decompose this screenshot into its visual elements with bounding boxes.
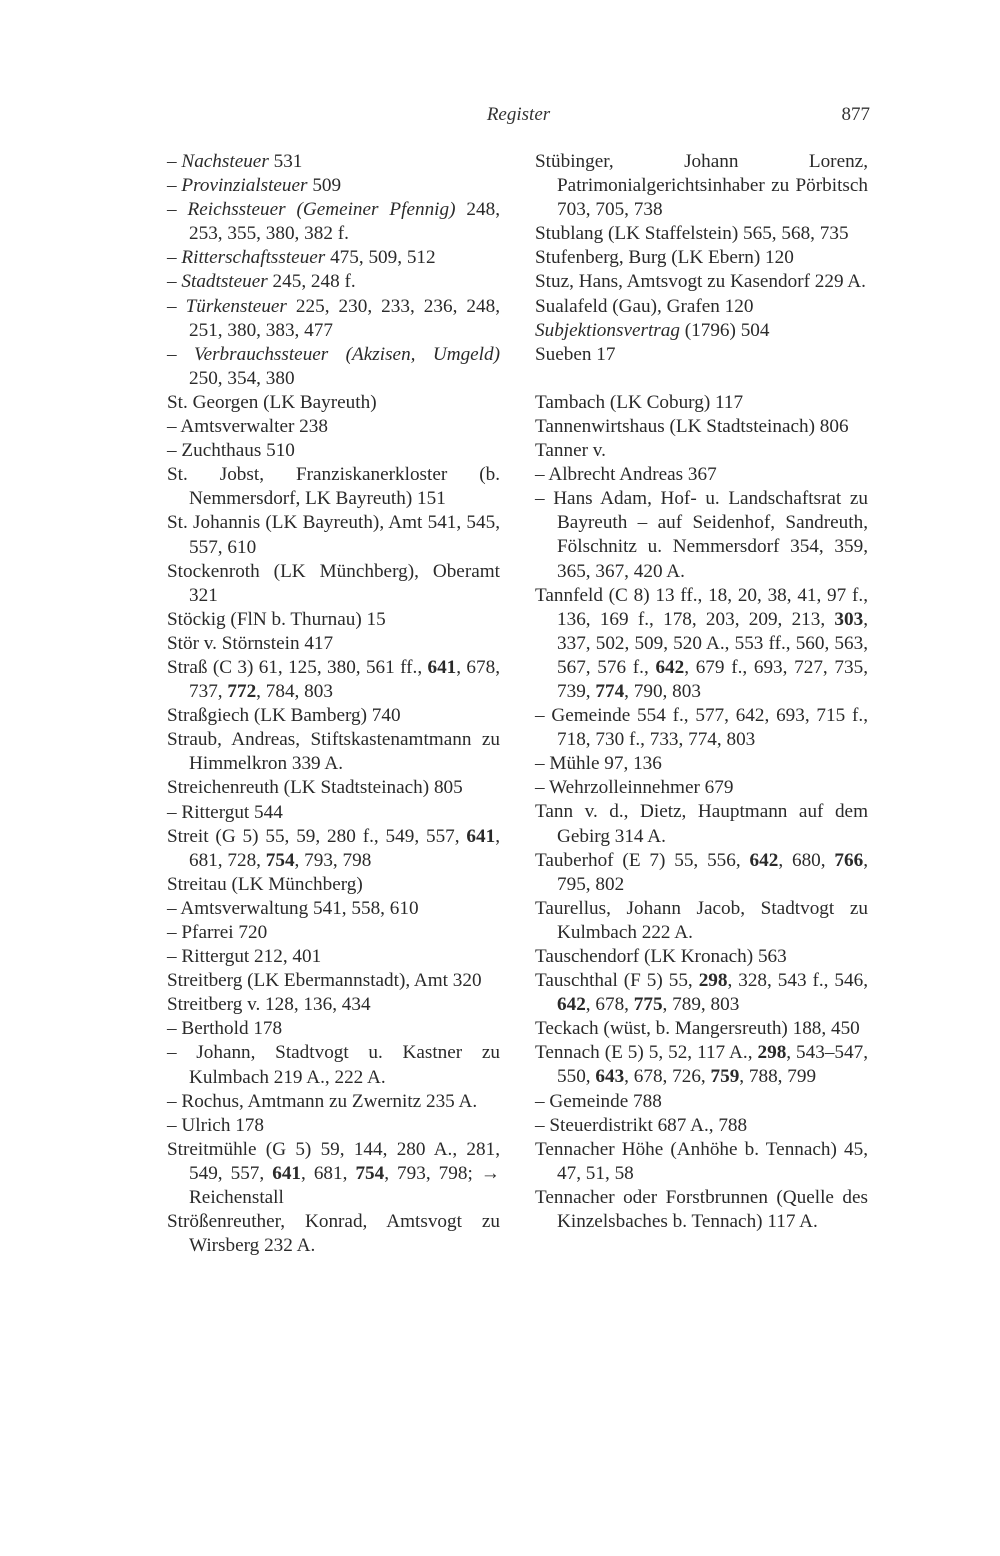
index-entry: [535, 391, 868, 415]
entry-text: Tauschendorf (LK Kronach) 563: [535, 946, 787, 967]
entry-bold-page-ref: 774: [595, 680, 625, 702]
index-entry: [167, 150, 500, 174]
entry-text: – Pfarrei 720: [167, 922, 268, 943]
entry-text: St. Jobst, Franziskanerkloster (b. Nemmersdorf, LK Bayreuth) 151: [167, 464, 500, 510]
entry-italic-term: Subjektionsvertrag: [535, 319, 680, 341]
entry-bold-page-ref: 643: [595, 1066, 625, 1088]
entry-text: Streitberg (LK Ebermannstadt), Amt 320: [167, 970, 482, 992]
entry-text: Stör v. Störnstein 417: [167, 632, 334, 654]
index-entry: [535, 584, 868, 704]
index-entry: [167, 873, 500, 897]
index-entry: [167, 969, 500, 993]
entry-bold-page-ref: 642: [749, 849, 779, 871]
entry-bold-page-ref: 641: [466, 825, 496, 847]
entry-italic-term: Verbrauchssteuer (Akzisen, Umgeld): [193, 343, 500, 365]
index-entry: [167, 295, 500, 343]
index-entry: [167, 825, 500, 873]
entry-text: Tennacher oder Forstbrunnen (Quelle des Kinzelsbaches b. Tennach) 117 A.: [535, 1186, 868, 1233]
entry-bold-page-ref: 303: [834, 608, 864, 630]
entry-text: –: [167, 175, 182, 197]
index-entry: [167, 1210, 500, 1258]
running-head: [167, 104, 870, 134]
index-entry: [167, 270, 500, 294]
index-entry: [167, 945, 500, 969]
entry-text: – Rittergut 544: [167, 801, 283, 823]
entry-text: Sueben 17: [535, 343, 616, 365]
index-entry: [535, 1041, 868, 1089]
index-entry: [167, 1114, 500, 1138]
index-entry: [535, 849, 868, 897]
entry-text: , 681, 728,: [189, 825, 500, 871]
entry-bold-page-ref: 766: [834, 849, 864, 871]
entry-text: Streit (G 5) 55, 59, 280 f., 549, 557,: [167, 825, 467, 847]
entry-text: – Hans Adam, Hof- u. Landschaftsrat zu Bayreuth – auf Seidenhof, Sandreuth, Fölschnitz u. Nemmersdorf 354, 359, 365, 367, 420 A.: [535, 488, 868, 582]
entry-text: Stuz, Hans, Amtsvogt zu Kasendorf 229 A.: [535, 271, 866, 293]
index-entry: [167, 391, 500, 415]
index-entry: [167, 801, 500, 825]
entry-text: –: [167, 271, 182, 293]
entry-italic-term: Nachsteuer: [181, 151, 269, 172]
entry-text: , 784, 803: [256, 681, 333, 703]
entry-text: – Albrecht Andreas 367: [535, 464, 717, 486]
entry-text: –: [167, 247, 182, 269]
index-entry: [167, 246, 500, 270]
entry-text: , 789, 803: [662, 994, 740, 1016]
index-entry: [535, 1017, 868, 1041]
entry-text: , 543–547, 550,: [557, 1042, 869, 1088]
running-head-title: Register: [486, 104, 551, 125]
entry-text: Streitmühle (G 5) 59, 144, 280 A., 281, 549, 557,: [167, 1138, 500, 1184]
entry-text: Tanner v.: [535, 440, 606, 462]
index-column-left: [167, 150, 500, 1258]
index-entry: [535, 463, 868, 487]
index-entry: [167, 1041, 500, 1089]
entry-text: Stockenroth (LK Münchberg), Oberamt 321: [167, 560, 500, 606]
index-entry: [167, 728, 500, 776]
entry-bold-page-ref: 641: [272, 1162, 301, 1184]
entry-text: Strößenreuther, Konrad, Amtsvogt zu Wirsberg 232 A.: [167, 1211, 500, 1257]
entry-italic-term: Stadtsteuer: [181, 271, 268, 293]
index-entry: [167, 1017, 500, 1041]
index-entry: [167, 704, 500, 728]
index-entry: [167, 1090, 500, 1114]
entry-text: Streitberg v. 128, 136, 434: [167, 994, 371, 1016]
entry-text: – Berthold 178: [167, 1018, 283, 1040]
entry-text: Taurellus, Johann Jacob, Stadtvogt zu Kulmbach 222 A.: [535, 897, 868, 943]
entry-text: Straß (C 3) 61, 125, 380, 561 ff.,: [167, 656, 428, 678]
entry-text: 475, 509, 512: [325, 247, 436, 269]
index-entry: [535, 439, 868, 463]
entry-text: , 679 f., 693, 727, 735, 739,: [557, 656, 869, 702]
entry-text: Stöckig (FlN b. Thurnau) 15: [167, 608, 386, 630]
entry-text: –: [167, 343, 194, 365]
index-entry: [167, 174, 500, 198]
entry-text: – Steuerdistrikt 687 A., 788: [535, 1114, 748, 1136]
index-entry: [535, 1186, 868, 1234]
entry-text: Tennach (E 5) 5, 52, 117 A.,: [535, 1042, 758, 1064]
index-entry: [535, 222, 868, 246]
entry-text: – Johann, Stadtvogt u. Kastner zu Kulmbach 219 A., 222 A.: [167, 1042, 500, 1088]
index-entry: [167, 415, 500, 439]
index-entry: [535, 776, 868, 800]
index-entry: [535, 897, 868, 945]
index-entry: [167, 608, 500, 632]
entry-text: – Zuchthaus 510: [167, 440, 295, 462]
entry-text: , 795, 802: [557, 849, 868, 895]
index-entry: [167, 560, 500, 608]
entry-bold-page-ref: 298: [757, 1042, 787, 1064]
entry-text: – Rittergut 212, 401: [167, 946, 322, 968]
index-entry: [535, 800, 868, 848]
entry-text: Stufenberg, Burg (LK Ebern) 120: [535, 247, 794, 269]
entry-bold-page-ref: 298: [698, 970, 728, 992]
entry-text: Teckach (wüst, b. Mangersreuth) 188, 450: [535, 1018, 860, 1040]
index-entry: [167, 511, 500, 559]
entry-text: Tennacher Höhe (Anhöhe b. Tennach) 45, 47, 51, 58: [535, 1138, 868, 1184]
entry-text: – Ulrich 178: [167, 1114, 264, 1136]
index-entry: [535, 945, 868, 969]
index-entry: [167, 1138, 500, 1210]
entry-bold-page-ref: 754: [355, 1162, 385, 1184]
entry-text: , 680,: [778, 849, 835, 871]
entry-text: –: [167, 199, 188, 221]
entry-text: , 681,: [301, 1162, 356, 1184]
page-number: 877: [841, 104, 870, 125]
entry-text: 248, 253, 355, 380, 382 f.: [189, 199, 501, 245]
entry-text: –: [167, 151, 182, 172]
entry-text: Streichenreuth (LK Stadtsteinach) 805: [167, 777, 463, 799]
entry-text: , 678, 737,: [189, 656, 500, 703]
entry-text: Tauschthal (F 5) 55,: [535, 970, 699, 992]
entry-text: Tann v. d., Dietz, Hauptmann auf dem Gebirg 314 A.: [535, 801, 868, 847]
entry-text: St. Johannis (LK Bayreuth), Amt 541, 545, 557, 610: [167, 512, 500, 558]
index-entry: [535, 1114, 868, 1138]
index-entry: [535, 752, 868, 776]
entry-bold-page-ref: 754: [265, 849, 295, 871]
entry-bold-page-ref: 775: [633, 994, 663, 1016]
entry-text: , 790, 803: [624, 680, 701, 702]
entry-text: , 678, 726,: [624, 1066, 711, 1088]
entry-italic-term: Türkensteuer: [185, 295, 287, 317]
entry-text: , 328, 543 f., 546,: [727, 970, 868, 992]
entry-text: , 678,: [585, 994, 634, 1016]
index-entry: [535, 1090, 868, 1114]
index-entry: [535, 487, 868, 583]
index-entry: [535, 246, 868, 270]
entry-italic-term: Provinzialsteuer: [181, 175, 308, 197]
index-entry: [535, 969, 868, 1017]
index-entry: [167, 463, 500, 511]
index-entry: [535, 343, 868, 367]
entry-text: Tambach (LK Coburg) 117: [535, 391, 744, 413]
entry-bold-page-ref: 641: [427, 656, 457, 678]
index-column-right: [535, 150, 868, 1234]
entry-bold-page-ref: 759: [710, 1066, 740, 1088]
entry-text: Straßgiech (LK Bamberg) 740: [167, 705, 401, 727]
entry-text: Sualafeld (Gau), Grafen 120: [535, 295, 754, 317]
entry-text: St. Georgen (LK Bayreuth): [167, 391, 377, 413]
entry-text: – Gemeinde 554 f., 577, 642, 693, 715 f., 718, 730 f., 733, 774, 803: [535, 705, 868, 751]
entry-text: – Gemeinde 788: [535, 1090, 662, 1112]
index-entry: [167, 343, 500, 391]
index-entry: [535, 150, 868, 222]
entry-text: Straub, Andreas, Stiftskastenamtmann zu Himmelkron 339 A.: [167, 729, 500, 775]
entry-text: 509: [307, 175, 342, 197]
entry-text: 225, 230, 233, 236, 248, 251, 380, 383, 477: [189, 295, 501, 341]
entry-text: – Amtsverwalter 238: [167, 416, 328, 438]
entry-text: Stübinger, Johann Lorenz, Patrimonialgerichtsinhaber zu Pörbitsch 703, 705, 738: [535, 151, 868, 221]
entry-text: Tannfeld (C 8) 13 ff., 18, 20, 38, 41, 97 f., 136, 169 f., 178, 203, 209, 213,: [535, 584, 868, 630]
entry-text: – Rochus, Amtmann zu Zwernitz 235 A.: [167, 1090, 478, 1112]
entry-bold-page-ref: 772: [227, 681, 257, 703]
index-entry: [535, 704, 868, 752]
index-entry: [167, 921, 500, 945]
entry-text: –: [167, 295, 186, 317]
index-entry: [535, 295, 868, 319]
entry-text: Streitau (LK Münchberg): [167, 873, 363, 895]
entry-text: – Wehrzolleinnehmer 679: [535, 777, 734, 799]
entry-italic-term: Reichssteuer (Gemeiner Pfennig): [187, 199, 456, 221]
index-entry: [535, 319, 868, 343]
entry-text: Stublang (LK Staffelstein) 565, 568, 735: [535, 223, 849, 245]
index-entry: [167, 897, 500, 921]
index-entry: [167, 776, 500, 800]
entry-text: , 793, 798: [294, 849, 372, 871]
index-entry: [167, 656, 500, 704]
entry-bold-page-ref: 642: [655, 656, 685, 678]
index-entry: [535, 415, 868, 439]
entry-text: , 793, 798; → Reichenstall: [189, 1162, 500, 1209]
index-entry: [167, 198, 500, 246]
index-entry: [535, 1138, 868, 1186]
index-entry: [167, 439, 500, 463]
entry-text: , 337, 502, 509, 520 A., 553 ff., 560, 563, 567, 576 f.,: [557, 608, 868, 678]
entry-bold-page-ref: 642: [557, 994, 586, 1016]
entry-text: Tauberhof (E 7) 55, 556,: [535, 849, 750, 871]
index-entry: [167, 993, 500, 1017]
entry-text: – Amtsverwaltung 541, 558, 610: [167, 897, 419, 919]
entry-text: , 788, 799: [739, 1066, 817, 1088]
index-entry: [535, 270, 868, 294]
entry-text: 531: [268, 151, 303, 172]
entry-text: (1796) 504: [679, 319, 770, 341]
index-entry: [167, 632, 500, 656]
entry-text: Tannenwirtshaus (LK Stadtsteinach) 806: [535, 415, 849, 437]
entry-italic-term: Ritterschaftssteuer: [181, 247, 326, 269]
entry-text: 245, 248 f.: [267, 271, 356, 293]
entry-text: – Mühle 97, 136: [535, 753, 662, 775]
entry-text: 250, 354, 380: [189, 367, 295, 389]
